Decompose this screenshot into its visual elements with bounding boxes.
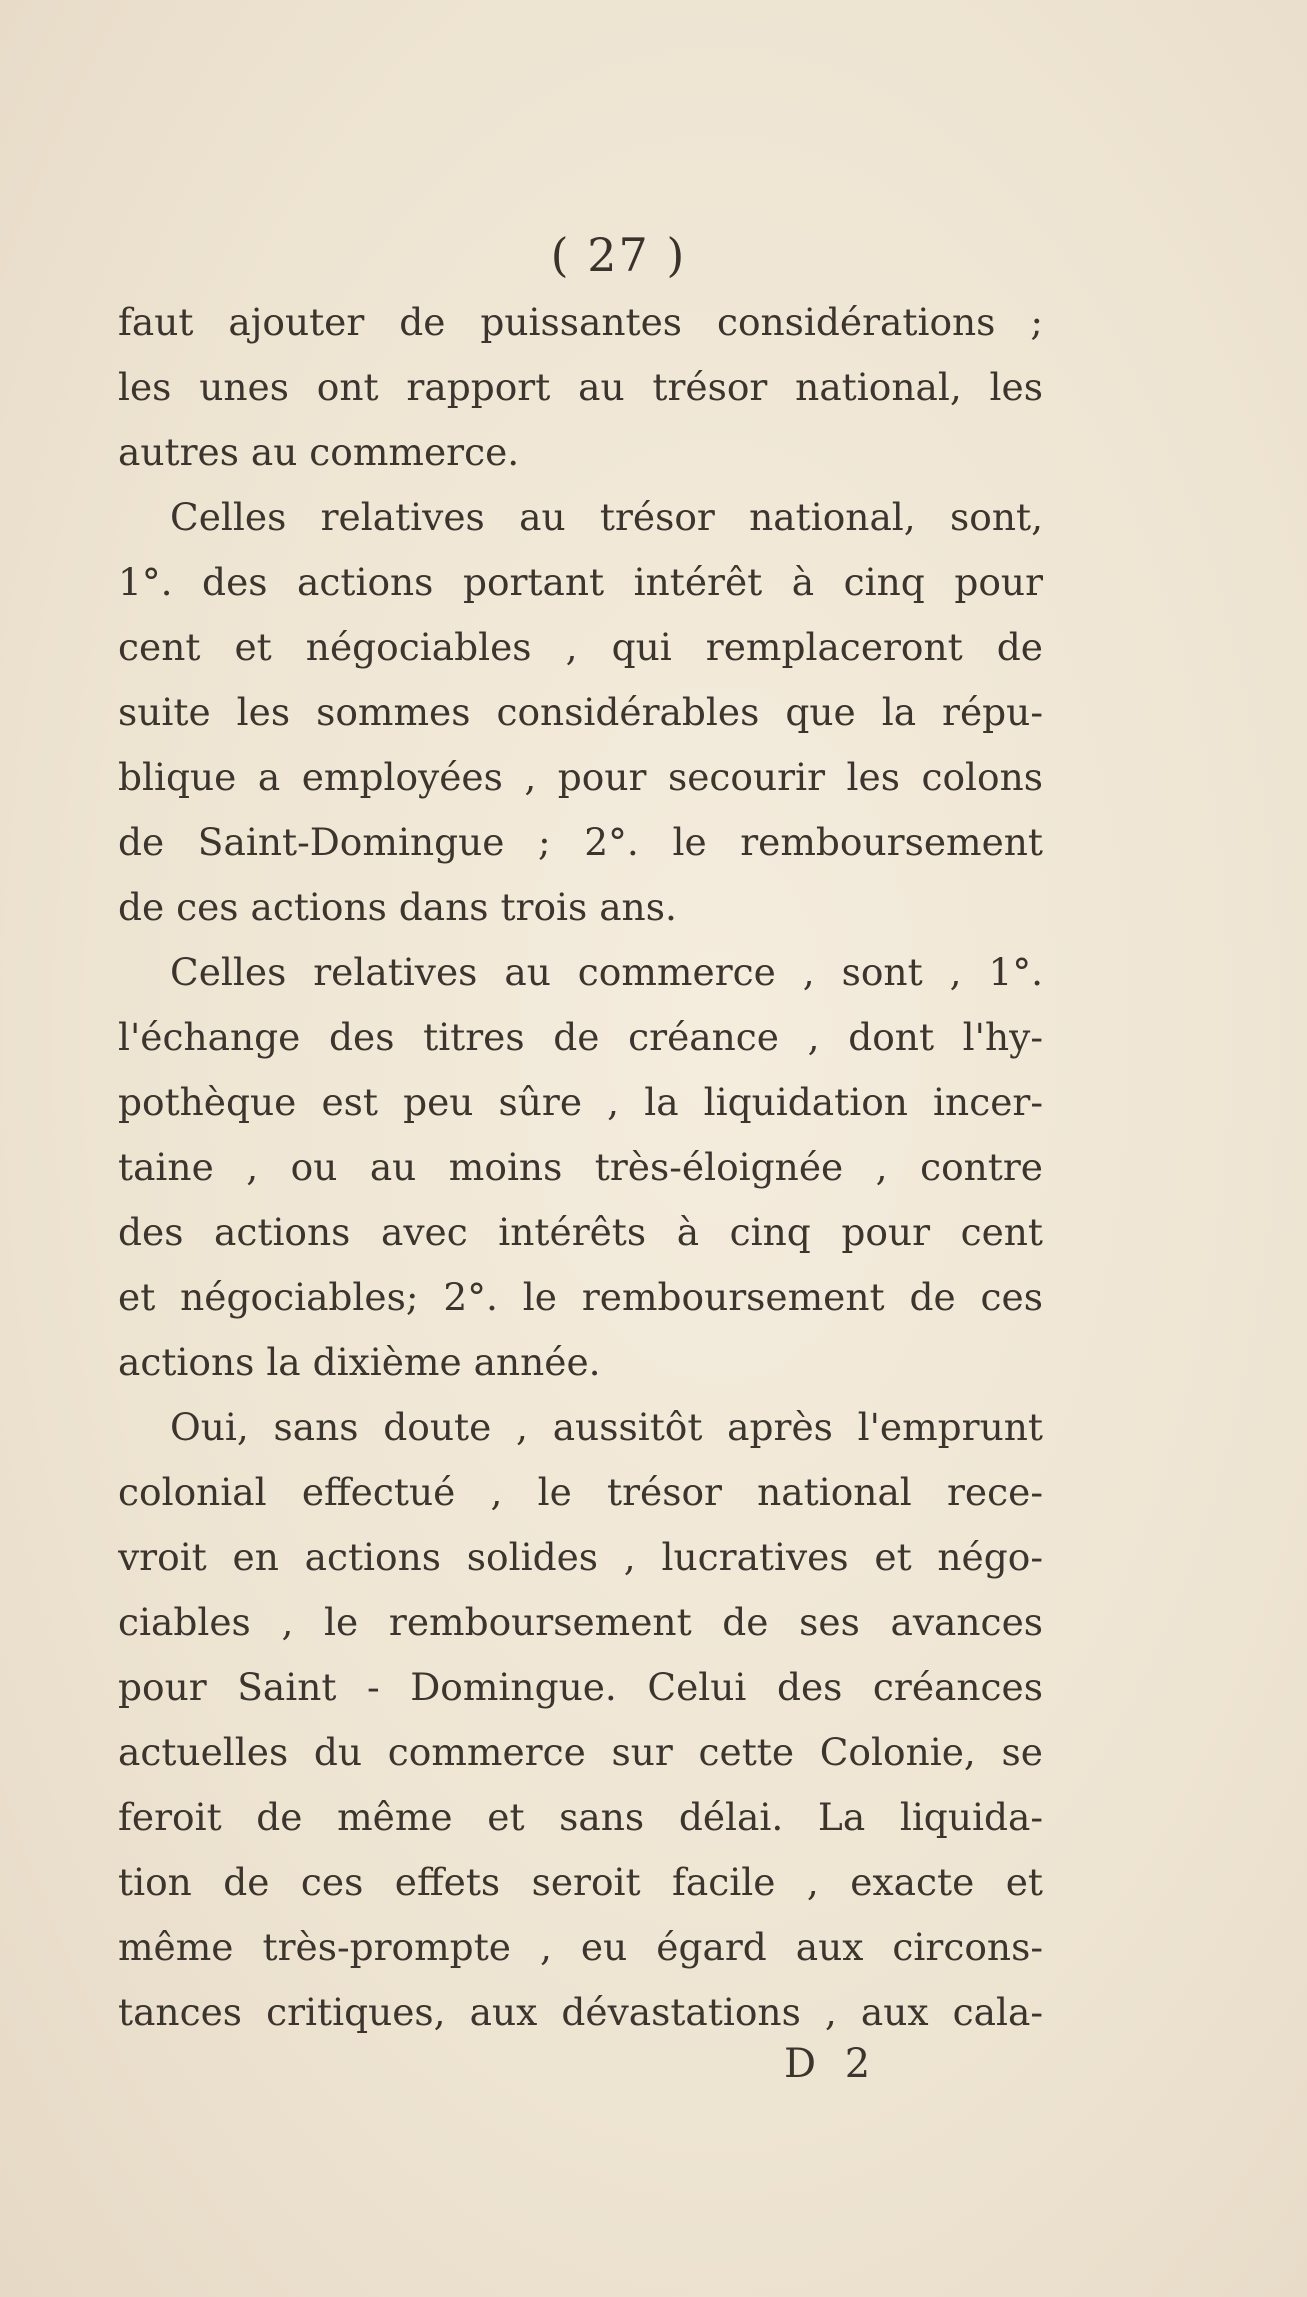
text-line: feroit de même et sans délai. La liquida- <box>118 1795 1043 1839</box>
text-line: vroit en actions solides , lucratives et négo- <box>118 1535 1043 1579</box>
text-line: suite les sommes considérables que la répu- <box>118 690 1043 734</box>
text-line: cent et négociables , qui remplaceront de <box>118 625 1043 669</box>
text-line: tances critiques, aux dévastations , aux cala- <box>118 1990 1043 2034</box>
text-line: pour Saint - Domingue. Celui des créances <box>118 1665 1043 1709</box>
text-line: actuelles du commerce sur cette Colonie, se <box>118 1730 1043 1774</box>
text-line: faut ajouter de puissantes considérations ; <box>118 300 1043 344</box>
text-line: Celles relatives au commerce , sont , 1°. <box>170 950 1043 994</box>
text-line: même très-prompte , eu égard aux circons- <box>118 1925 1043 1969</box>
text-line: les unes ont rapport au trésor national, les <box>118 365 1043 409</box>
text-line: taine , ou au moins très-éloignée , contre <box>118 1145 1043 1189</box>
text-line: ciables , le remboursement de ses avances <box>118 1600 1043 1644</box>
text-line: de ces actions dans trois ans. <box>118 885 677 929</box>
text-line: 1°. des actions portant intérêt à cinq pour <box>118 560 1043 604</box>
text-line: des actions avec intérêts à cinq pour cent <box>118 1210 1043 1254</box>
text-line: Oui, sans doute , aussitôt après l'emprunt <box>170 1405 1043 1449</box>
body-text <box>118 290 1043 2045</box>
page-number: ( 27 ) <box>550 228 687 282</box>
text-line: colonial effectué , le trésor national rece- <box>118 1470 1043 1514</box>
text-line: blique a employées , pour secourir les colons <box>118 755 1043 799</box>
text-line: et négociables; 2°. le remboursement de ces <box>118 1275 1043 1319</box>
text-line: tion de ces effets seroit facile , exacte et <box>118 1860 1043 1904</box>
text-line: Celles relatives au trésor national, sont, <box>170 495 1043 539</box>
text-line: actions la dixième année. <box>118 1340 601 1384</box>
text-line: autres au commerce. <box>118 430 520 474</box>
text-line: l'échange des titres de créance , dont l'hy- <box>118 1015 1043 1059</box>
text-line: pothèque est peu sûre , la liquidation incer- <box>118 1080 1043 1124</box>
signature-mark: D 2 <box>784 2041 879 2087</box>
text-line: de Saint-Domingue ; 2°. le remboursement <box>118 820 1043 864</box>
